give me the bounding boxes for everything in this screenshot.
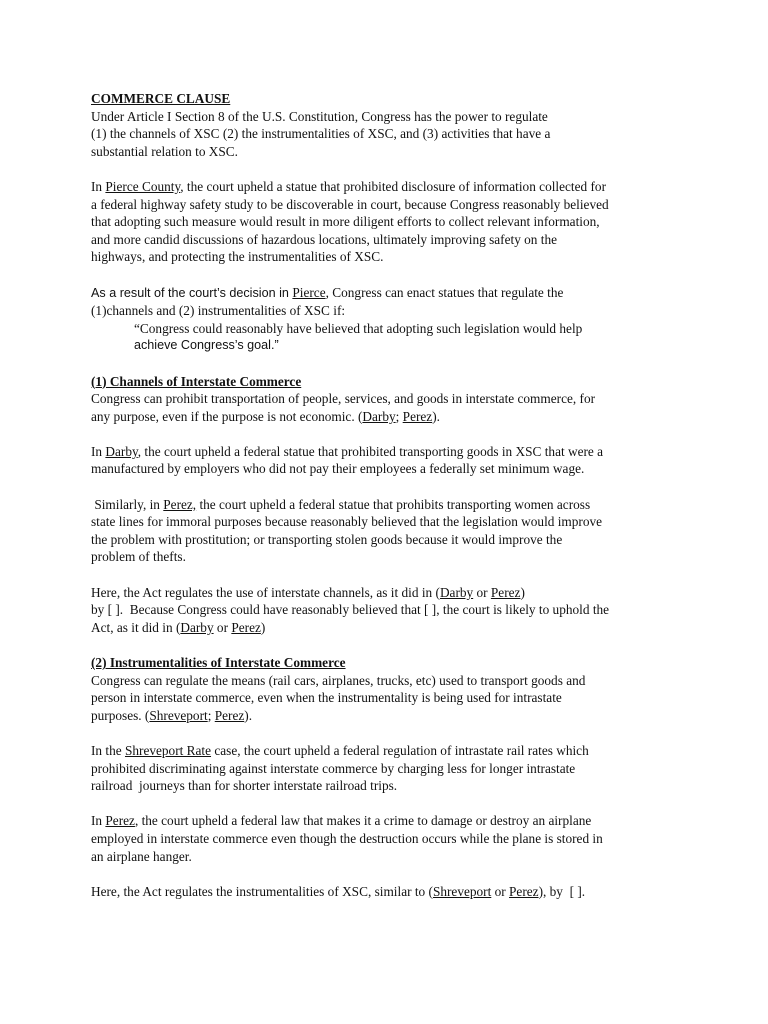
text-segment: or — [491, 883, 510, 899]
case-name-pierce-county: Pierce County — [105, 178, 181, 194]
darby-paragraph — [91, 443, 691, 478]
pierce-line: and more candid discussions of hazardous locations, ultimately improving safety on the — [91, 231, 558, 247]
case-name-perez: Perez — [490, 584, 521, 600]
text-segment: any purpose, even if the purpose is not economic. ( — [91, 408, 363, 424]
perez-line: state lines for immoral purposes because reasonably believed that the legislation would improve — [91, 514, 603, 530]
case-name-perez: Perez, — [163, 496, 197, 512]
intro-paragraph — [91, 108, 691, 161]
text-segment: the court upheld a federal statue that prohibits transporting women across — [196, 496, 591, 512]
intro-line: Under Article I Section 8 of the U.S. Constitution, Congress has the power to regulate — [91, 108, 548, 124]
quote-line: achieve Congress’s goal.” — [134, 338, 279, 353]
text-segment: ; — [395, 408, 403, 424]
instrumentalities-rule-paragraph — [91, 672, 691, 725]
intro-line: (1) the channels of XSC (2) the instrumentalities of XSC, and (3) activities that have a — [91, 126, 551, 142]
perez-line — [91, 496, 691, 514]
instrumentalities-section — [91, 654, 691, 900]
case-name-darby: Darby — [105, 443, 138, 459]
text-lead: In the — [91, 742, 125, 758]
quote-line: “Congress could reasonably have believed that adopting such legislation would help — [134, 320, 583, 336]
darby-line: manufactured by employers who did not pay their employees a federally set minimum wage. — [91, 461, 585, 477]
text-segment: or — [473, 584, 491, 600]
shreveport-line: railroad journeys than for shorter interstate railroad trips. — [91, 778, 398, 794]
text-segment: Here, the Act regulates the instrumentalities of XSC, similar to ( — [91, 883, 433, 899]
text-segment: ) — [520, 584, 525, 600]
text-segment: ). — [244, 707, 253, 723]
pierce-line — [91, 178, 691, 196]
case-name-shreveport: Shreveport — [149, 707, 208, 723]
here-line — [91, 619, 691, 637]
perez-airplane-line: employed in interstate commerce even though the destruction occurs while the plane is stored in — [91, 830, 603, 846]
text-lead: In — [91, 443, 106, 459]
case-name-shreveport-rate: Shreveport Rate — [124, 742, 212, 758]
pierce-paragraph — [91, 178, 691, 266]
intro-line: substantial relation to XSC. — [91, 143, 238, 159]
perez-line: problem of thefts. — [91, 549, 186, 565]
text-segment: , the court upheld a federal law that makes it a crime to damage or destroy an airplane — [134, 813, 592, 829]
text-segment: Here, the Act regulates the use of interstate channels, as it did in ( — [91, 584, 440, 600]
case-name-perez: Perez — [214, 707, 245, 723]
text-segment: ). — [432, 408, 440, 424]
rule-line — [91, 707, 691, 725]
case-name-darby: Darby — [362, 408, 396, 424]
text-lead: In — [91, 178, 106, 194]
text-segment: , Congress can enact statues that regulate the — [325, 284, 564, 300]
case-name-darby: Darby — [439, 584, 474, 600]
here-line — [91, 584, 691, 602]
section-heading-instrumentalities: (2) Instrumentalities of Interstate Commerce — [91, 655, 346, 670]
text-lead: In — [91, 813, 106, 829]
rule-line: person in interstate commerce, even when the instrumentality is being used for intrastate — [91, 690, 562, 706]
channels-here-paragraph — [91, 584, 691, 637]
perez-airplane-line: an airplane hanger. — [91, 848, 192, 864]
text-segment: case, the court upheld a federal regulation of intrastate rail rates which — [211, 742, 589, 758]
instrumentalities-here-paragraph — [91, 883, 691, 901]
text-segment: ; — [207, 707, 215, 723]
darby-line — [91, 443, 691, 461]
section-heading-commerce-clause: COMMERCE CLAUSE — [91, 91, 231, 106]
text-segment: or — [213, 619, 232, 635]
case-name-perez: Perez — [105, 813, 135, 829]
case-name-darby: Darby — [180, 619, 214, 635]
shreveport-line: prohibited discriminating against interstate commerce by charging less for longer intrastate — [91, 760, 576, 776]
case-name-perez: Perez — [509, 883, 539, 899]
text-segment: purposes. ( — [91, 707, 150, 723]
result-paragraph — [91, 284, 691, 355]
text-lead: As a result of the court’s decision in — [91, 285, 293, 300]
here-line — [91, 883, 691, 901]
rule-line: Congress can regulate the means (rail cars, airplanes, trucks, etc) used to transport goods and — [91, 672, 586, 688]
pierce-line: a federal highway safety study to be discoverable in court, because Congress reasonably believed — [91, 196, 609, 212]
case-name-perez: Perez — [402, 408, 433, 424]
perez-airplane-line — [91, 812, 691, 830]
channels-rule-paragraph — [91, 390, 691, 425]
here-line: by [ ]. Because Congress could have reasonably believed that [ ], the court is likely to uphold the — [91, 602, 610, 618]
commerce-clause-section — [91, 90, 691, 355]
pierce-line: highways, and protecting the instrumentalities of XSC. — [91, 249, 384, 265]
perez-paragraph — [91, 496, 691, 566]
case-name-shreveport: Shreveport — [432, 883, 492, 899]
text-segment: Act, as it did in ( — [91, 619, 181, 635]
text-segment: ) — [260, 619, 266, 635]
case-name-perez: Perez — [231, 619, 261, 635]
rule-line: Congress can prohibit transportation of people, services, and goods in interstate commerce, for — [91, 391, 596, 407]
result-line — [91, 284, 691, 303]
result-line: (1)channels and (2) instrumentalities of XSC if: — [91, 303, 346, 319]
text-segment: , the court upheld a federal statue that prohibited transporting goods in XSC that were a — [137, 443, 604, 459]
perez-line: the problem with prostitution; or transporting stolen goods because it would improve the — [91, 531, 563, 547]
case-name-pierce: Pierce — [292, 284, 326, 300]
text-segment: ), by [ ]. — [538, 883, 586, 899]
document-page — [91, 90, 691, 918]
section-heading-channels: (1) Channels of Interstate Commerce — [91, 373, 302, 389]
pierce-line: that adopting such measure would result in more diligent efforts to collect relevant information, — [91, 214, 600, 230]
rule-line — [91, 408, 691, 426]
shreveport-paragraph — [91, 742, 691, 795]
text-lead: Similarly, in — [91, 496, 164, 512]
channels-section — [91, 373, 691, 637]
perez-airplane-paragraph — [91, 812, 691, 865]
text-segment: , the court upheld a statue that prohibited disclosure of information collected for — [180, 178, 606, 194]
shreveport-line — [91, 742, 691, 760]
